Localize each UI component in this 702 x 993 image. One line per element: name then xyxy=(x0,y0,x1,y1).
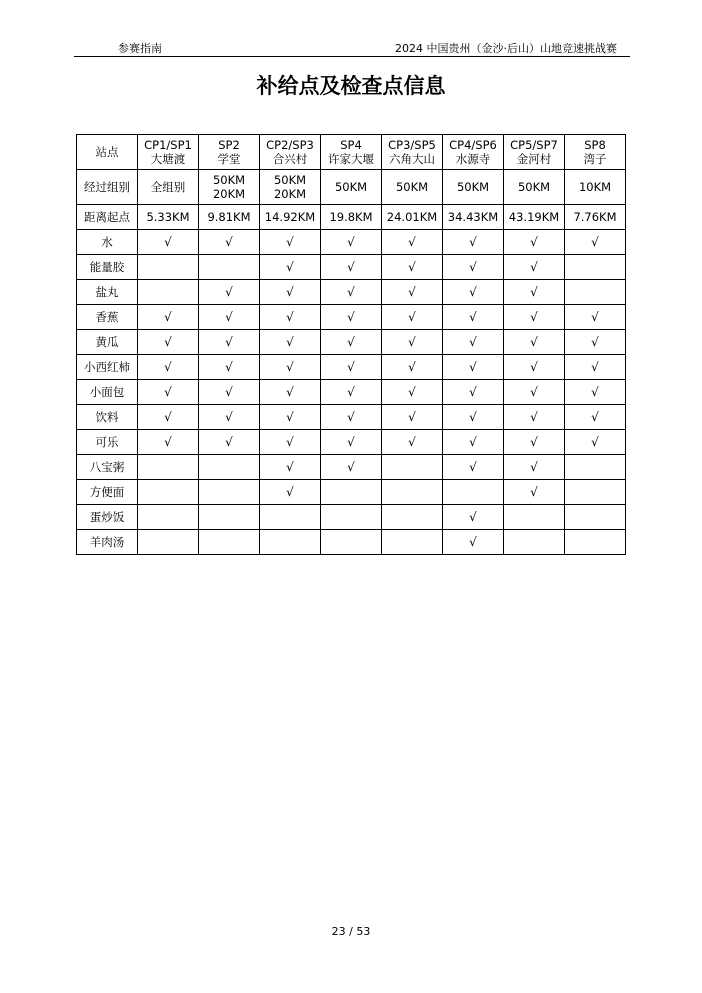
check-mark: √ xyxy=(225,335,233,349)
row-label: 距离起点 xyxy=(77,205,138,230)
check-mark: √ xyxy=(591,310,599,324)
station-code: CP4/SP6 xyxy=(449,138,497,152)
check-mark: √ xyxy=(408,260,416,274)
check-mark: √ xyxy=(286,410,294,424)
table-cell xyxy=(382,505,443,530)
groups-cell xyxy=(443,170,504,205)
table-cell xyxy=(199,330,260,355)
table-cell xyxy=(199,480,260,505)
table-cell xyxy=(443,255,504,280)
check-mark: √ xyxy=(530,485,538,499)
table-cell xyxy=(199,530,260,555)
check-mark: √ xyxy=(286,310,294,324)
table-cell xyxy=(565,305,626,330)
table-cell xyxy=(138,255,199,280)
table-cell xyxy=(138,455,199,480)
table-cell xyxy=(321,255,382,280)
table-cell xyxy=(382,355,443,380)
check-mark: √ xyxy=(530,410,538,424)
table-cell xyxy=(260,455,321,480)
station-header-cell xyxy=(321,135,382,170)
check-mark: √ xyxy=(591,360,599,374)
table-row xyxy=(77,255,626,280)
table-cell xyxy=(138,355,199,380)
row-label: 八宝粥 xyxy=(77,455,138,480)
table-cell xyxy=(504,455,565,480)
groups-cell xyxy=(260,170,321,205)
table-cell xyxy=(565,405,626,430)
group-value: 50KM xyxy=(456,180,490,194)
check-mark: √ xyxy=(530,360,538,374)
table-cell xyxy=(321,455,382,480)
table-cell xyxy=(260,330,321,355)
check-mark: √ xyxy=(530,310,538,324)
table-cell xyxy=(565,430,626,455)
table-cell xyxy=(382,305,443,330)
table-cell xyxy=(321,230,382,255)
table-cell xyxy=(504,530,565,555)
check-mark: √ xyxy=(469,235,477,249)
check-mark: √ xyxy=(530,460,538,474)
table-cell xyxy=(321,305,382,330)
table-cell xyxy=(443,380,504,405)
group-value: 50KM xyxy=(395,180,429,194)
distance-cell: 7.76KM xyxy=(565,205,626,230)
table-row xyxy=(77,380,626,405)
check-mark: √ xyxy=(164,360,172,374)
check-mark: √ xyxy=(347,460,355,474)
row-label: 香蕉 xyxy=(77,305,138,330)
groups-cell xyxy=(382,170,443,205)
check-mark: √ xyxy=(408,285,416,299)
table-cell xyxy=(443,230,504,255)
check-mark: √ xyxy=(164,335,172,349)
table-cell xyxy=(321,530,382,555)
check-mark: √ xyxy=(347,235,355,249)
check-mark: √ xyxy=(469,510,477,524)
group-value: 50KM xyxy=(273,173,307,187)
station-header-cell xyxy=(199,135,260,170)
table-cell xyxy=(504,355,565,380)
check-mark: √ xyxy=(347,260,355,274)
table-cell xyxy=(504,405,565,430)
table-cell xyxy=(443,305,504,330)
table-cell xyxy=(504,255,565,280)
station-code: CP1/SP1 xyxy=(144,138,192,152)
table-cell xyxy=(382,255,443,280)
check-mark: √ xyxy=(530,435,538,449)
check-mark: √ xyxy=(591,435,599,449)
table-cell xyxy=(443,530,504,555)
group-value: 50KM xyxy=(212,173,246,187)
station-header-cell xyxy=(260,135,321,170)
check-mark: √ xyxy=(286,285,294,299)
table-cell xyxy=(382,430,443,455)
station-name: 合兴村 xyxy=(272,152,308,166)
check-mark: √ xyxy=(469,310,477,324)
check-mark: √ xyxy=(347,385,355,399)
table-cell xyxy=(382,530,443,555)
table-cell xyxy=(138,405,199,430)
table-cell xyxy=(199,230,260,255)
table-cell xyxy=(321,280,382,305)
station-code: CP5/SP7 xyxy=(510,138,558,152)
station-name: 六角大山 xyxy=(389,152,435,166)
row-label: 黄瓜 xyxy=(77,330,138,355)
station-code: CP3/SP5 xyxy=(388,138,436,152)
table-cell xyxy=(138,480,199,505)
table-cell xyxy=(138,305,199,330)
station-header-cell xyxy=(138,135,199,170)
check-mark: √ xyxy=(408,235,416,249)
header-right-text: 2024 中国贵州（金沙·后山）山地竞速挑战赛 xyxy=(395,42,617,55)
table-cell xyxy=(504,330,565,355)
table-cell xyxy=(382,330,443,355)
table-cell xyxy=(443,355,504,380)
table-row xyxy=(77,355,626,380)
table-cell xyxy=(199,280,260,305)
table-cell xyxy=(443,405,504,430)
row-label: 可乐 xyxy=(77,430,138,455)
group-value: 50KM xyxy=(334,180,368,194)
page-title: 补给点及检查点信息 xyxy=(256,74,446,98)
table-cell xyxy=(138,530,199,555)
table-cell xyxy=(260,405,321,430)
table-cell xyxy=(565,505,626,530)
table-row-distance xyxy=(77,205,626,230)
table-cell xyxy=(260,530,321,555)
station-header-cell xyxy=(504,135,565,170)
page-total: 53 xyxy=(356,925,371,938)
station-header-cell xyxy=(565,135,626,170)
table-cell xyxy=(199,305,260,330)
table-cell xyxy=(565,530,626,555)
station-code: SP2 xyxy=(218,138,240,152)
check-mark: √ xyxy=(530,285,538,299)
check-mark: √ xyxy=(225,385,233,399)
station-code: SP4 xyxy=(340,138,362,152)
table-row xyxy=(77,280,626,305)
table-cell xyxy=(260,255,321,280)
table-row xyxy=(77,505,626,530)
table-row xyxy=(77,405,626,430)
table-cell xyxy=(199,430,260,455)
check-mark: √ xyxy=(164,435,172,449)
table-cell xyxy=(199,355,260,380)
table-cell xyxy=(443,280,504,305)
page-separator: / xyxy=(349,925,353,938)
check-mark: √ xyxy=(164,235,172,249)
table-cell xyxy=(565,355,626,380)
check-mark: √ xyxy=(164,410,172,424)
table-row xyxy=(77,530,626,555)
check-mark: √ xyxy=(347,285,355,299)
station-code: SP8 xyxy=(584,138,606,152)
check-mark: √ xyxy=(408,310,416,324)
check-mark: √ xyxy=(591,385,599,399)
table-row xyxy=(77,480,626,505)
table-cell xyxy=(443,330,504,355)
table-cell xyxy=(382,230,443,255)
row-label: 羊肉汤 xyxy=(77,530,138,555)
check-mark: √ xyxy=(347,310,355,324)
table-row-groups xyxy=(77,170,626,205)
check-mark: √ xyxy=(347,410,355,424)
table-cell xyxy=(504,480,565,505)
groups-cell xyxy=(138,170,199,205)
check-mark: √ xyxy=(530,385,538,399)
check-mark: √ xyxy=(469,260,477,274)
table-cell xyxy=(321,355,382,380)
check-mark: √ xyxy=(164,310,172,324)
station-name: 金河村 xyxy=(516,152,552,166)
supply-checkpoint-table xyxy=(76,134,626,555)
row-label: 能量胶 xyxy=(77,255,138,280)
table-cell xyxy=(443,430,504,455)
table-row xyxy=(77,230,626,255)
distance-cell: 14.92KM xyxy=(260,205,321,230)
table-cell xyxy=(443,480,504,505)
check-mark: √ xyxy=(225,235,233,249)
table-cell xyxy=(260,355,321,380)
check-mark: √ xyxy=(469,385,477,399)
table-cell xyxy=(504,230,565,255)
check-mark: √ xyxy=(591,235,599,249)
station-code: CP2/SP3 xyxy=(266,138,314,152)
table-cell xyxy=(138,230,199,255)
check-mark: √ xyxy=(469,335,477,349)
check-mark: √ xyxy=(286,360,294,374)
table-cell xyxy=(138,380,199,405)
page-number xyxy=(0,925,702,938)
table-cell xyxy=(138,505,199,530)
distance-cell: 19.8KM xyxy=(321,205,382,230)
table-cell xyxy=(321,330,382,355)
station-header-cell xyxy=(443,135,504,170)
station-header-cell xyxy=(382,135,443,170)
check-mark: √ xyxy=(408,335,416,349)
check-mark: √ xyxy=(286,485,294,499)
table-cell xyxy=(443,455,504,480)
distance-cell: 5.33KM xyxy=(138,205,199,230)
table-cell xyxy=(382,405,443,430)
group-value: 50KM xyxy=(517,180,551,194)
check-mark: √ xyxy=(469,360,477,374)
row-label: 小西红柿 xyxy=(77,355,138,380)
header-left-text: 参赛指南 xyxy=(118,42,162,55)
table-cell xyxy=(565,330,626,355)
check-mark: √ xyxy=(469,535,477,549)
check-mark: √ xyxy=(225,435,233,449)
check-mark: √ xyxy=(591,410,599,424)
check-mark: √ xyxy=(469,435,477,449)
check-mark: √ xyxy=(225,310,233,324)
group-value: 20KM xyxy=(273,187,307,201)
table-cell xyxy=(565,280,626,305)
check-mark: √ xyxy=(286,385,294,399)
table-header-row xyxy=(77,135,626,170)
table-cell xyxy=(199,380,260,405)
table-cell xyxy=(321,480,382,505)
row-label: 方便面 xyxy=(77,480,138,505)
table-cell xyxy=(565,380,626,405)
row-label: 盐丸 xyxy=(77,280,138,305)
station-name: 许家大堰 xyxy=(328,152,374,166)
table-cell xyxy=(565,255,626,280)
table-row xyxy=(77,305,626,330)
check-mark: √ xyxy=(408,410,416,424)
check-mark: √ xyxy=(164,385,172,399)
check-mark: √ xyxy=(286,335,294,349)
station-name: 湾子 xyxy=(583,152,607,166)
check-mark: √ xyxy=(225,410,233,424)
check-mark: √ xyxy=(286,435,294,449)
table-cell xyxy=(138,330,199,355)
table-cell xyxy=(199,455,260,480)
groups-cell xyxy=(321,170,382,205)
table-cell xyxy=(260,230,321,255)
table-cell xyxy=(138,430,199,455)
table-cell xyxy=(565,480,626,505)
page-current: 23 xyxy=(331,925,346,938)
header-divider xyxy=(74,56,630,57)
check-mark: √ xyxy=(469,460,477,474)
table-cell xyxy=(321,505,382,530)
check-mark: √ xyxy=(286,460,294,474)
row-label: 水 xyxy=(77,230,138,255)
table-cell xyxy=(565,230,626,255)
table-cell xyxy=(382,455,443,480)
row-label: 饮料 xyxy=(77,405,138,430)
check-mark: √ xyxy=(591,335,599,349)
table-cell xyxy=(138,280,199,305)
table-cell xyxy=(260,280,321,305)
check-mark: √ xyxy=(530,235,538,249)
table-cell xyxy=(260,480,321,505)
check-mark: √ xyxy=(408,385,416,399)
check-mark: √ xyxy=(286,260,294,274)
check-mark: √ xyxy=(225,285,233,299)
table-cell xyxy=(260,305,321,330)
group-value: 20KM xyxy=(212,187,246,201)
check-mark: √ xyxy=(347,435,355,449)
table-cell xyxy=(260,380,321,405)
table-cell xyxy=(382,380,443,405)
check-mark: √ xyxy=(347,335,355,349)
table-cell xyxy=(504,505,565,530)
station-name: 水源寺 xyxy=(455,152,491,166)
check-mark: √ xyxy=(530,335,538,349)
table-cell xyxy=(565,455,626,480)
table-cell xyxy=(321,380,382,405)
groups-cell xyxy=(504,170,565,205)
table-cell xyxy=(260,505,321,530)
check-mark: √ xyxy=(530,260,538,274)
table-cell xyxy=(382,280,443,305)
distance-cell: 9.81KM xyxy=(199,205,260,230)
table-cell xyxy=(504,380,565,405)
check-mark: √ xyxy=(408,435,416,449)
station-name: 大塘渡 xyxy=(150,152,186,166)
corner-label: 站点 xyxy=(77,135,138,170)
check-mark: √ xyxy=(469,410,477,424)
row-label: 蛋炒饭 xyxy=(77,505,138,530)
distance-cell: 24.01KM xyxy=(382,205,443,230)
row-label: 经过组别 xyxy=(77,170,138,205)
table-cell xyxy=(321,430,382,455)
group-value: 全组别 xyxy=(150,180,186,194)
groups-cell xyxy=(199,170,260,205)
group-value: 10KM xyxy=(578,180,612,194)
check-mark: √ xyxy=(347,360,355,374)
table-cell xyxy=(504,305,565,330)
table-cell xyxy=(443,505,504,530)
table-cell xyxy=(504,430,565,455)
station-name: 学堂 xyxy=(217,152,241,166)
check-mark: √ xyxy=(408,360,416,374)
table-cell xyxy=(321,405,382,430)
table-cell xyxy=(382,480,443,505)
check-mark: √ xyxy=(286,235,294,249)
table-cell xyxy=(260,430,321,455)
table-cell xyxy=(199,405,260,430)
table-row xyxy=(77,330,626,355)
check-mark: √ xyxy=(225,360,233,374)
table-row xyxy=(77,455,626,480)
table-cell xyxy=(504,280,565,305)
row-label: 小面包 xyxy=(77,380,138,405)
distance-cell: 34.43KM xyxy=(443,205,504,230)
table-cell xyxy=(199,255,260,280)
check-mark: √ xyxy=(469,285,477,299)
table-row xyxy=(77,430,626,455)
table-cell xyxy=(199,505,260,530)
groups-cell xyxy=(565,170,626,205)
distance-cell: 43.19KM xyxy=(504,205,565,230)
